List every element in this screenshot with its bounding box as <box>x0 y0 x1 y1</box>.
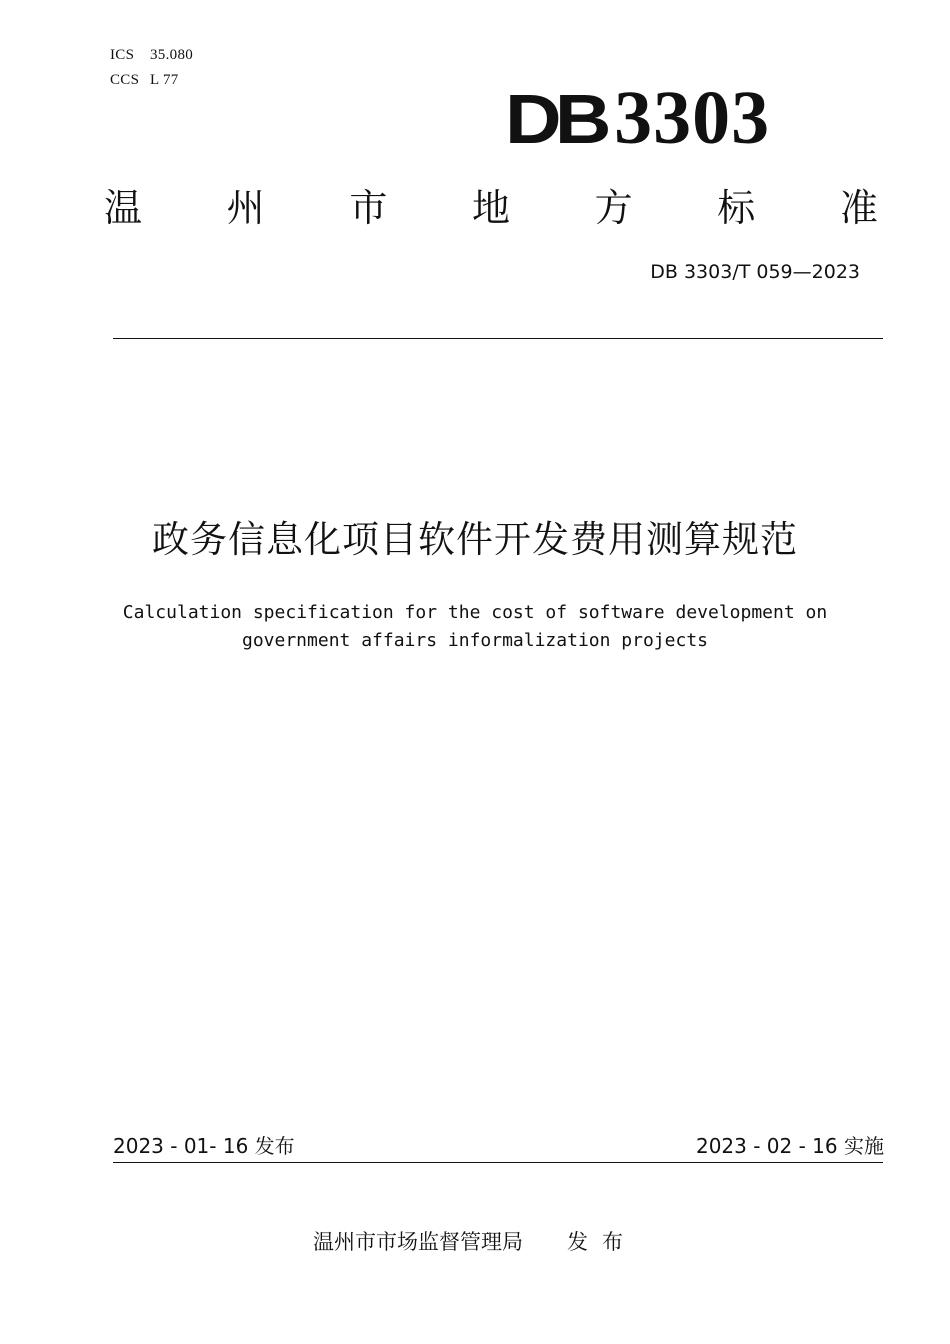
db-mark-letters: DB <box>505 80 605 158</box>
db-standard-mark <box>505 78 825 158</box>
footer-divider <box>113 1162 883 1163</box>
ccs-value: L 77 <box>150 72 179 88</box>
standard-type-char: 准 <box>839 186 878 230</box>
publish-date: 2023 - 01- 16 发布 <box>113 1134 295 1158</box>
standard-number: DB 3303/T 059—2023 <box>650 261 860 283</box>
standard-type-char: 标 <box>717 186 756 230</box>
ics-value: 35.080 <box>150 47 194 63</box>
title-chinese: 政务信息化项目软件开发费用测算规范 <box>152 518 798 561</box>
standard-type-char: 市 <box>349 186 388 230</box>
issuer-name: 温州市市场监督管理局 <box>313 1230 523 1254</box>
db-mark-number: 3303 <box>614 76 771 160</box>
header-divider <box>113 338 883 339</box>
standard-type-char: 温 <box>104 186 143 230</box>
title-english-line-2: government affairs informalization projects <box>242 630 708 651</box>
standard-type-char: 州 <box>226 186 265 230</box>
implement-date: 2023 - 02 - 16 实施 <box>695 1134 884 1158</box>
issuer-action: 发布 <box>567 1230 637 1254</box>
ics-code <box>110 46 193 64</box>
issuer <box>0 1227 950 1257</box>
ccs-code <box>110 71 179 89</box>
standard-type-char: 方 <box>594 186 633 230</box>
ccs-label: CCS <box>110 72 140 88</box>
title-english-line-1: Calculation specification for the cost of software development on <box>122 602 828 623</box>
ics-label: ICS <box>110 47 135 63</box>
standard-type-char: 地 <box>471 186 510 230</box>
standard-type-heading <box>104 183 878 233</box>
